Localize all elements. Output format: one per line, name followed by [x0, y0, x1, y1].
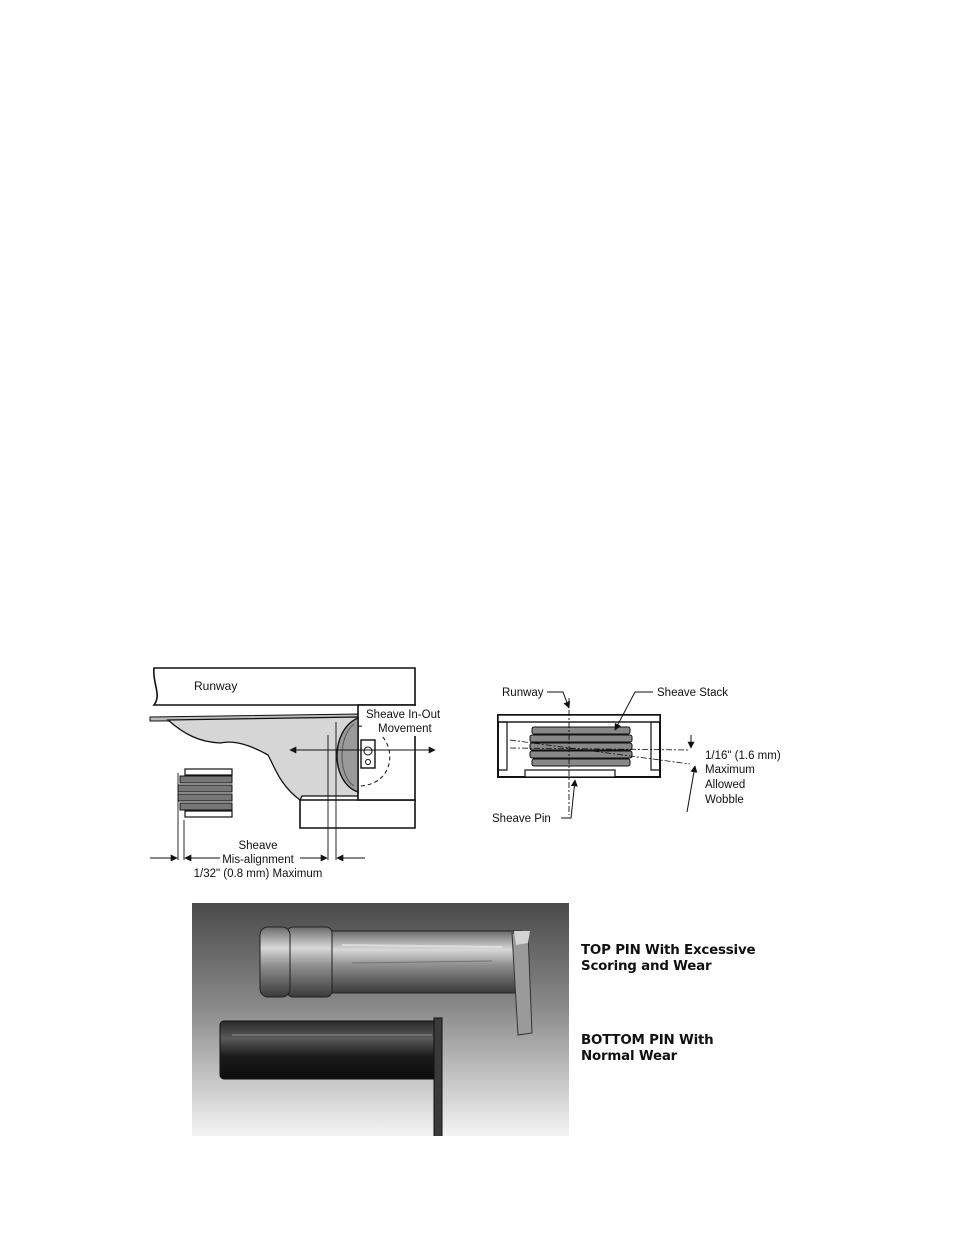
bottom-pin-caption-line-2: Normal Wear [581, 1049, 678, 1064]
misalign-label-1: Sheave [238, 840, 278, 852]
sheave-stack-label: Sheave Stack [657, 687, 728, 699]
in-out-label-2: Movement [378, 723, 432, 735]
bottom-pin-caption [581, 1033, 714, 1065]
top-pin-caption [581, 943, 755, 975]
wobble-label-1: 1/16" (1.6 mm) [705, 750, 781, 762]
sheave-pin-label: Sheave Pin [492, 813, 551, 825]
misalign-label-2: Mis-alignment [222, 854, 294, 866]
wobble-label-2: Maximum [705, 764, 755, 776]
top-pin-caption-line-1: TOP PIN With Excessive [581, 943, 756, 958]
sheave-wobble-diagram [485, 680, 805, 830]
runway-bottom-plate [300, 800, 415, 828]
sheave-bracket [361, 740, 375, 768]
wobble-label-3: Allowed [705, 779, 746, 791]
sheave-misalignment-diagram [140, 660, 440, 885]
wobble-label-4: Wobble [705, 794, 744, 806]
misaligned-sheave-stack [178, 769, 232, 817]
top-pin-caption-line-2: Scoring and Wear [581, 959, 712, 974]
runway-label: Runway [194, 679, 238, 693]
in-out-label-1: Sheave In-Out [366, 709, 440, 721]
runway-plate [154, 668, 415, 705]
misalign-label-3: 1/32" (0.8 mm) Maximum [193, 868, 323, 880]
sheave-stack [530, 727, 632, 766]
bottom-pin-caption-line-1: BOTTOM PIN With [581, 1033, 714, 1048]
runway-label-right: Runway [502, 687, 544, 699]
sheave-pin-plate [525, 770, 615, 777]
sheave-pins-photo [192, 903, 569, 1136]
